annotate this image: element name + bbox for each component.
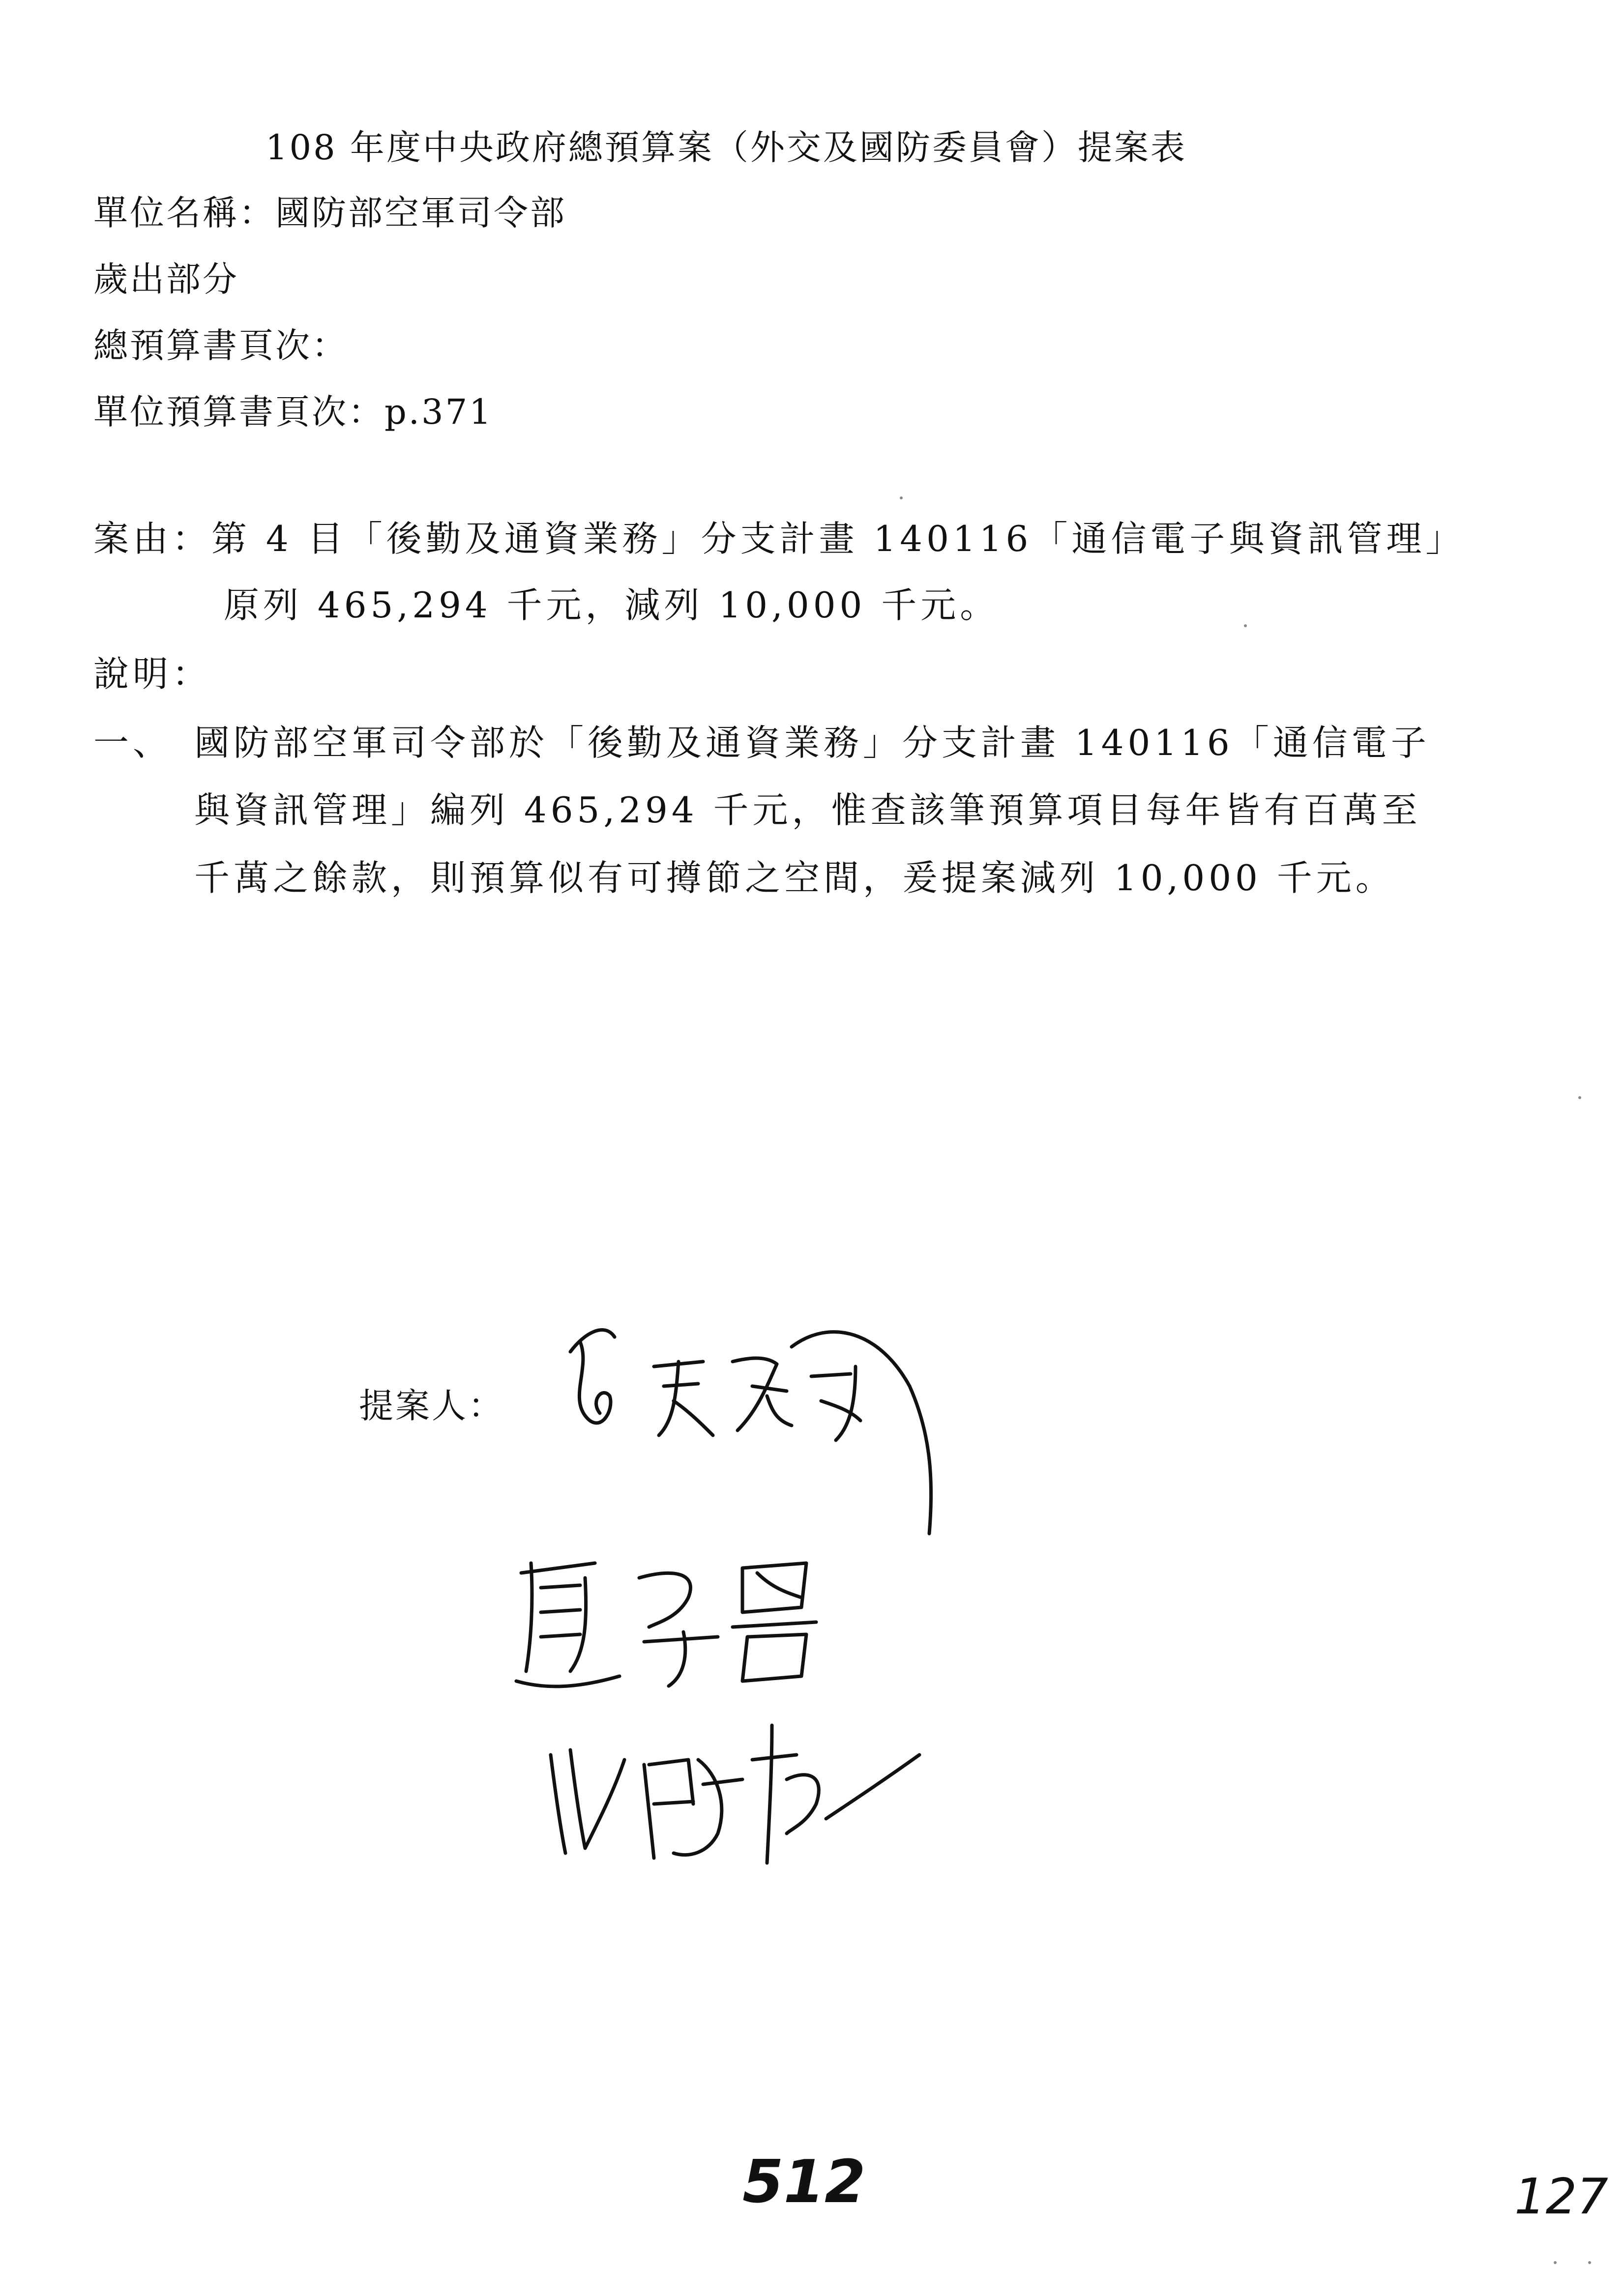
explanation-label: 說明： [93, 653, 212, 695]
total-budget-page: 總預算書頁次： [93, 325, 348, 366]
signature-1 [556, 1288, 939, 1543]
proposer-label: 提案人： [359, 1386, 504, 1426]
explanation-line-3: 千萬之餘款，則預算似有可撙節之空間，爰提案減列 10,000 千元。 [194, 857, 1395, 899]
scan-speck [900, 496, 903, 499]
section-label: 歲出部分 [93, 259, 239, 299]
handwritten-page-number: 512 [742, 2148, 866, 2216]
unit-name: 單位名稱：國防部空軍司令部 [93, 193, 566, 233]
case-line-1: 案由：第 4 目「後勤及通資業務」分支計畫 140116「通信電子與資訊管理」 [93, 518, 1465, 559]
scan-speck [1554, 2261, 1557, 2264]
signature-2 [511, 1543, 826, 1701]
scan-speck [1578, 1096, 1581, 1099]
handwritten-corner-number: 127 [1514, 2168, 1608, 2225]
explanation-item-number: 一、 [93, 722, 173, 763]
document-title: 108 年度中央政府總預算案（外交及國防委員會）提案表 [266, 127, 1187, 168]
explanation-line-2: 與資訊管理」編列 465,294 千元，惟查該筆預算項目每年皆有百萬至 [194, 789, 1421, 831]
signature-3 [541, 1706, 934, 1873]
case-line-2: 原列 465,294 千元，減列 10,000 千元。 [224, 584, 1000, 626]
scan-speck [1244, 624, 1247, 627]
scan-speck [1588, 2261, 1591, 2264]
explanation-line-1: 國防部空軍司令部於「後勤及通資業務」分支計畫 140116「通信電子 [194, 722, 1430, 763]
unit-budget-page: 單位預算書頁次：p.371 [93, 392, 493, 432]
